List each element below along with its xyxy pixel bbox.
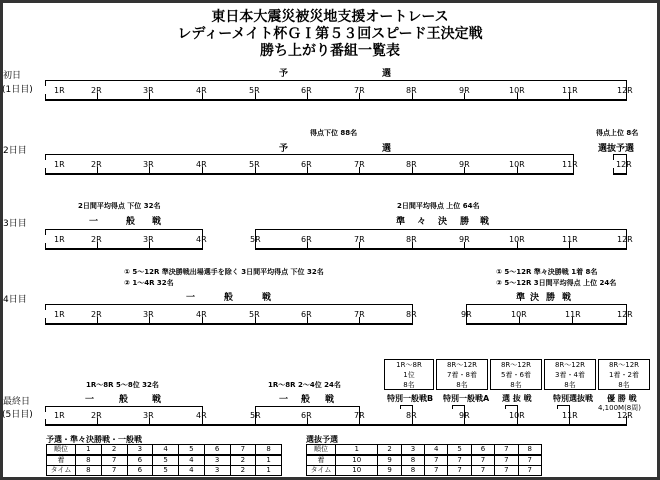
text-table1-rows-1-values-7: 1 — [256, 455, 282, 466]
text-day5-boxes-1-l1: 8R～12R — [446, 361, 478, 369]
table1-caption: 予選・準々決勝戦・一般戦 — [46, 435, 142, 444]
day2-race-3r: 3R — [143, 160, 154, 169]
day2-stage-a: 予 — [279, 144, 289, 154]
text-day3-right_stage-2: 決 — [438, 217, 448, 227]
bracket-top-line — [255, 229, 626, 230]
text-table1-rows-1-values-3: 5 — [153, 455, 179, 466]
text-races-8: 9R — [459, 235, 470, 244]
text-day5-boxes-4-l2: 1着・2着 — [609, 371, 639, 379]
text-table1-rows-0-values-2: 3 — [127, 445, 153, 456]
text-day5-left_stage-0: 一 — [85, 395, 95, 405]
day1-race-4r: 4R — [196, 86, 207, 95]
table2-scoring — [306, 444, 542, 476]
text-table1-rows-0-values-6: 7 — [230, 445, 256, 456]
bracket-top-line — [45, 229, 202, 230]
day2-note-main: 得点下位 88名 — [310, 129, 358, 137]
qualify-box-3 — [490, 359, 542, 390]
text-races-2: 3R — [143, 235, 154, 244]
day5-label: 最終日 — [3, 397, 31, 407]
day3-label: 3日目 — [3, 219, 27, 229]
qualify-box-1 — [384, 359, 434, 390]
text-table2-rows-2-values-1: 9 — [378, 466, 401, 476]
bracket-base-line — [466, 323, 627, 325]
text-table1-rows-1-label: 着 — [47, 455, 76, 466]
day1-race-2r: 2R — [91, 86, 102, 95]
bracket-vertical-line — [45, 406, 46, 412]
text-day5-boxes-0-l1: 1R～8R — [396, 361, 422, 369]
text-table1-rows-2-values-6: 2 — [230, 466, 256, 476]
day4-right-note-2: ② 5～12R 3日間平均得点 上位 24名 — [496, 279, 617, 287]
day2-race-11r: 11R — [562, 160, 578, 169]
text-table2-rows-1-values-6: 7 — [495, 455, 518, 466]
text-races-4: 5R — [250, 411, 261, 420]
table-row — [307, 445, 542, 456]
text-day4-left_stage-2: 戦 — [262, 293, 272, 303]
text-day5-boxes-3-l1: 8R～12R — [554, 361, 586, 369]
day5-mid-note: 1R～8R 2～4位 24名 — [268, 381, 341, 389]
final-distance: 4,100M(8周) — [598, 404, 641, 412]
qualify-box-2 — [436, 359, 488, 390]
text-table2-rows-1-label: 着 — [307, 455, 336, 466]
text-day5-finals-2-name: 選 抜 戦 — [502, 394, 532, 403]
day1-race-9r: 9R — [459, 86, 470, 95]
text-table1-rows-1-values-2: 6 — [127, 455, 153, 466]
day1-sublabel: (1日目) — [2, 85, 33, 95]
text-day4-right_stage-2: 勝 — [546, 293, 556, 303]
bracket-base-line — [45, 323, 413, 325]
bracket-base-line — [45, 173, 574, 175]
day1-stage-a: 予 — [279, 69, 289, 79]
day2-race-4r: 4R — [196, 160, 207, 169]
day2-special-race-12r: 12R — [616, 160, 632, 169]
title-line-3: 勝ち上がり番組一覧表 — [260, 43, 400, 59]
text-table2-rows-0-values-6: 7 — [495, 445, 518, 456]
bracket-top-line — [45, 406, 202, 407]
text-day5-finals-0-name: 特別一般戦B — [387, 394, 434, 403]
text-day5-finals-3-name: 特別選抜戦 — [553, 394, 593, 403]
text-day3-right_stage-0: 準 — [396, 217, 406, 227]
day5-left-note: 1R～8R 5～8位 32名 — [86, 381, 159, 389]
text-day5-left_stage-2: 戦 — [152, 395, 162, 405]
table1-scoring — [46, 444, 282, 476]
day1-stage-b: 選 — [382, 69, 392, 79]
day2-note-special: 得点上位 8名 — [596, 129, 639, 137]
day4-label: 4日目 — [3, 295, 27, 305]
text-table2-rows-1-values-5: 7 — [471, 455, 494, 466]
day1-race-8r: 8R — [406, 86, 417, 95]
text-day5-boxes-3-l2: 3着・4着 — [555, 371, 585, 379]
text-day5-finals-2-race: 10R — [509, 411, 525, 420]
text-table2-rows-2-values-6: 7 — [495, 466, 518, 476]
text-table2-rows-2-values-2: 8 — [401, 466, 424, 476]
text-races-1: 2R — [91, 235, 102, 244]
text-table2-rows-0-values-5: 6 — [471, 445, 494, 456]
text-day4-left_stage-1: 般 — [224, 293, 234, 303]
qualify-box-4 — [544, 359, 596, 390]
bracket-vertical-line — [45, 80, 46, 86]
text-races-11: 12R — [617, 310, 633, 319]
qualify-box-5 — [598, 359, 650, 390]
bracket-vertical-line — [452, 405, 453, 409]
text-table1-rows-0-values-5: 6 — [204, 445, 230, 456]
text-races-1: 2R — [91, 310, 102, 319]
day1-race-12r: 12R — [617, 86, 633, 95]
bracket-base-line — [45, 99, 627, 101]
bracket-top-line — [255, 406, 359, 407]
day1-race-6r: 6R — [301, 86, 312, 95]
text-table1-rows-2-values-2: 6 — [127, 466, 153, 476]
day3-right-note: 2日間平均得点 上位 64名 — [397, 202, 480, 210]
day2-race-1r: 1R — [54, 160, 65, 169]
text-races-4: 5R — [249, 310, 260, 319]
text-table1-rows-2-values-7: 1 — [256, 466, 282, 476]
text-day5-mid_stage-2: 戦 — [325, 395, 335, 405]
day2-race-7r: 7R — [354, 160, 365, 169]
text-races-0: 1R — [54, 235, 65, 244]
table2-caption: 選抜予選 — [306, 435, 338, 444]
text-table1-rows-1-values-6: 2 — [230, 455, 256, 466]
text-races-8: 9R — [461, 310, 472, 319]
text-day4-right_stage-3: 戦 — [562, 293, 572, 303]
day2-race-5r: 5R — [249, 160, 260, 169]
text-day5-finals-1-name: 特別一般戦A — [443, 394, 490, 403]
day2-race-2r: 2R — [91, 160, 102, 169]
text-races-2: 3R — [143, 411, 154, 420]
bracket-base-line — [255, 248, 627, 250]
day1-race-10r: 10R — [509, 86, 525, 95]
text-table2-rows-0-label: 順位 — [307, 445, 336, 456]
table-row — [307, 455, 542, 466]
day2-race-6r: 6R — [301, 160, 312, 169]
text-races-4: 5R — [250, 235, 261, 244]
text-day5-finals-4-name: 優 勝 戦 — [607, 394, 637, 403]
text-table2-rows-1-values-7: 7 — [518, 455, 541, 466]
day2-race-9r: 9R — [459, 160, 470, 169]
text-table1-rows-1-values-4: 4 — [179, 455, 205, 466]
text-day4-right_stage-1: 決 — [530, 293, 540, 303]
text-table1-rows-2-values-5: 3 — [204, 466, 230, 476]
text-table2-rows-0-values-1: 2 — [378, 445, 401, 456]
text-table2-rows-0-values-3: 4 — [425, 445, 448, 456]
text-races-6: 7R — [354, 411, 365, 420]
text-races-1: 2R — [91, 411, 102, 420]
day1-race-3r: 3R — [143, 86, 154, 95]
text-table2-rows-1-values-4: 7 — [448, 455, 471, 466]
text-table1-rows-2-label: タイム — [47, 466, 76, 476]
text-day3-left_stage-1: 般 — [126, 217, 136, 227]
text-table1-rows-0-values-3: 4 — [153, 445, 179, 456]
bracket-top-line — [466, 304, 626, 305]
text-day3-left_stage-0: 一 — [89, 217, 99, 227]
text-table2-rows-1-values-0: 10 — [336, 455, 378, 466]
text-races-6: 7R — [354, 235, 365, 244]
text-races-7: 8R — [406, 235, 417, 244]
text-races-10: 11R — [562, 235, 578, 244]
text-day5-boxes-2-l1: 8R～12R — [500, 361, 532, 369]
day4-left-note-1: ① 5～12R 準決勝戦出場選手を除く 3日間平均得点 下位 32名 — [124, 268, 324, 276]
text-races-5: 6R — [301, 235, 312, 244]
text-table2-rows-1-values-2: 8 — [401, 455, 424, 466]
bracket-top-line — [452, 405, 464, 406]
title-line-1: 東日本大震災被災地支援オートレース — [211, 9, 449, 25]
text-races-3: 4R — [196, 310, 207, 319]
bracket-top-line — [557, 405, 569, 406]
text-day5-boxes-0-l3: 8名 — [403, 381, 415, 389]
text-table1-rows-0-values-4: 5 — [179, 445, 205, 456]
text-day5-left_stage-1: 般 — [119, 395, 129, 405]
bracket-top-line — [505, 405, 517, 406]
text-table2-rows-0-values-4: 5 — [448, 445, 471, 456]
text-day5-boxes-2-l2: 5着・6着 — [501, 371, 531, 379]
text-day5-finals-3-race: 11R — [562, 411, 578, 420]
text-races-7: 8R — [406, 310, 417, 319]
text-day5-mid_stage-1: 般 — [301, 395, 311, 405]
bracket-top-line — [613, 154, 626, 155]
text-races-6: 7R — [354, 310, 365, 319]
text-table2-rows-1-values-1: 9 — [378, 455, 401, 466]
table-row — [47, 466, 282, 476]
bracket-top-line — [400, 405, 412, 406]
day4-right-note-1: ① 5～12R 準々決勝戦 1着 8名 — [496, 268, 598, 276]
text-day5-finals-1-race: 9R — [459, 411, 470, 420]
day2-special-stage: 選抜予選 — [598, 144, 635, 154]
text-races-9: 10R — [509, 235, 525, 244]
table-row — [47, 445, 282, 456]
bracket-vertical-line — [45, 304, 46, 310]
text-day3-right_stage-4: 戦 — [480, 217, 490, 227]
day2-race-8r: 8R — [406, 160, 417, 169]
text-table2-rows-1-values-3: 7 — [425, 455, 448, 466]
text-day3-left_stage-2: 戦 — [152, 217, 162, 227]
bracket-vertical-line — [557, 405, 558, 409]
day4-left-note-2: ② 1～4R 32名 — [124, 279, 174, 287]
text-table2-rows-2-values-0: 10 — [336, 466, 378, 476]
text-table1-rows-0-values-1: 2 — [101, 445, 127, 456]
text-table2-rows-2-values-3: 7 — [425, 466, 448, 476]
bracket-vertical-line — [613, 154, 614, 160]
bracket-vertical-line — [400, 405, 401, 409]
text-day4-left_stage-0: 一 — [186, 293, 196, 303]
table-row — [47, 455, 282, 466]
title-line-2: レディーメイト杯ＧＩ第５３回スピード王決定戦 — [177, 26, 483, 42]
day1-race-7r: 7R — [354, 86, 365, 95]
text-races-0: 1R — [54, 411, 65, 420]
text-races-3: 4R — [196, 235, 207, 244]
day1-race-5r: 5R — [249, 86, 260, 95]
text-table1-rows-2-values-4: 4 — [179, 466, 205, 476]
text-table1-rows-1-values-5: 3 — [204, 455, 230, 466]
text-day3-right_stage-3: 勝 — [460, 217, 470, 227]
bracket-vertical-line — [505, 405, 506, 409]
day5-sublabel: (5日目) — [2, 410, 33, 420]
text-day3-right_stage-1: 々 — [417, 217, 427, 227]
bracket-base-line — [45, 248, 203, 250]
text-races-5: 6R — [301, 411, 312, 420]
text-table2-rows-2-values-5: 7 — [471, 466, 494, 476]
day5-baseline — [45, 424, 627, 426]
text-table1-rows-1-values-0: 8 — [76, 455, 102, 466]
text-table1-rows-2-values-3: 5 — [153, 466, 179, 476]
text-table1-rows-0-values-7: 8 — [256, 445, 282, 456]
text-day5-boxes-0-l2: 1位 — [403, 371, 415, 379]
day3-left-note: 2日間平均得点 下位 32名 — [78, 202, 161, 210]
text-table2-rows-2-label: タイム — [307, 466, 336, 476]
text-day5-boxes-4-l1: 8R～12R — [608, 361, 640, 369]
day2-race-10r: 10R — [509, 160, 525, 169]
text-day5-boxes-2-l3: 8名 — [510, 381, 522, 389]
day2-label: 2日目 — [3, 146, 27, 156]
text-races-0: 1R — [54, 310, 65, 319]
text-day5-boxes-4-l3: 8名 — [618, 381, 630, 389]
day2-stage-b: 選 — [382, 144, 392, 154]
text-races-10: 11R — [565, 310, 581, 319]
text-table1-rows-2-values-0: 8 — [76, 466, 102, 476]
element — [47, 445, 282, 476]
bracket-base-line — [613, 173, 627, 175]
text-table1-rows-0-label: 順位 — [47, 445, 76, 456]
text-table1-rows-1-values-1: 7 — [101, 455, 127, 466]
text-table2-rows-0-values-0: 1 — [336, 445, 378, 456]
text-table2-rows-2-values-7: 7 — [518, 466, 541, 476]
bracket-top-line — [45, 154, 573, 155]
text-day5-boxes-1-l2: 7着・8着 — [447, 371, 477, 379]
text-day5-boxes-1-l3: 8名 — [456, 381, 468, 389]
text-table1-rows-2-values-1: 7 — [101, 466, 127, 476]
text-day5-finals-0-race: 8R — [406, 411, 417, 420]
bracket-vertical-line — [45, 154, 46, 160]
day1-race-11r: 11R — [562, 86, 578, 95]
text-day4-right_stage-0: 準 — [516, 293, 526, 303]
text-races-2: 3R — [143, 310, 154, 319]
text-table2-rows-2-values-4: 7 — [448, 466, 471, 476]
text-races-3: 4R — [196, 411, 207, 420]
text-table2-rows-0-values-7: 8 — [518, 445, 541, 456]
text-table2-rows-0-values-2: 3 — [401, 445, 424, 456]
bracket-top-line — [45, 304, 412, 305]
day1-race-1r: 1R — [54, 86, 65, 95]
day1-label: 初日 — [3, 71, 22, 81]
bracket-top-line — [45, 80, 626, 81]
text-day5-boxes-3-l3: 8名 — [564, 381, 576, 389]
element — [307, 445, 542, 476]
bracket-vertical-line — [45, 229, 46, 235]
text-races-5: 6R — [301, 310, 312, 319]
text-day5-mid_stage-0: 一 — [279, 395, 289, 405]
table-row — [307, 466, 542, 476]
text-races-9: 10R — [511, 310, 527, 319]
text-races-11: 12R — [617, 235, 633, 244]
text-table1-rows-0-values-0: 1 — [76, 445, 102, 456]
text-day5-finals-4-race: 12R — [617, 411, 633, 420]
